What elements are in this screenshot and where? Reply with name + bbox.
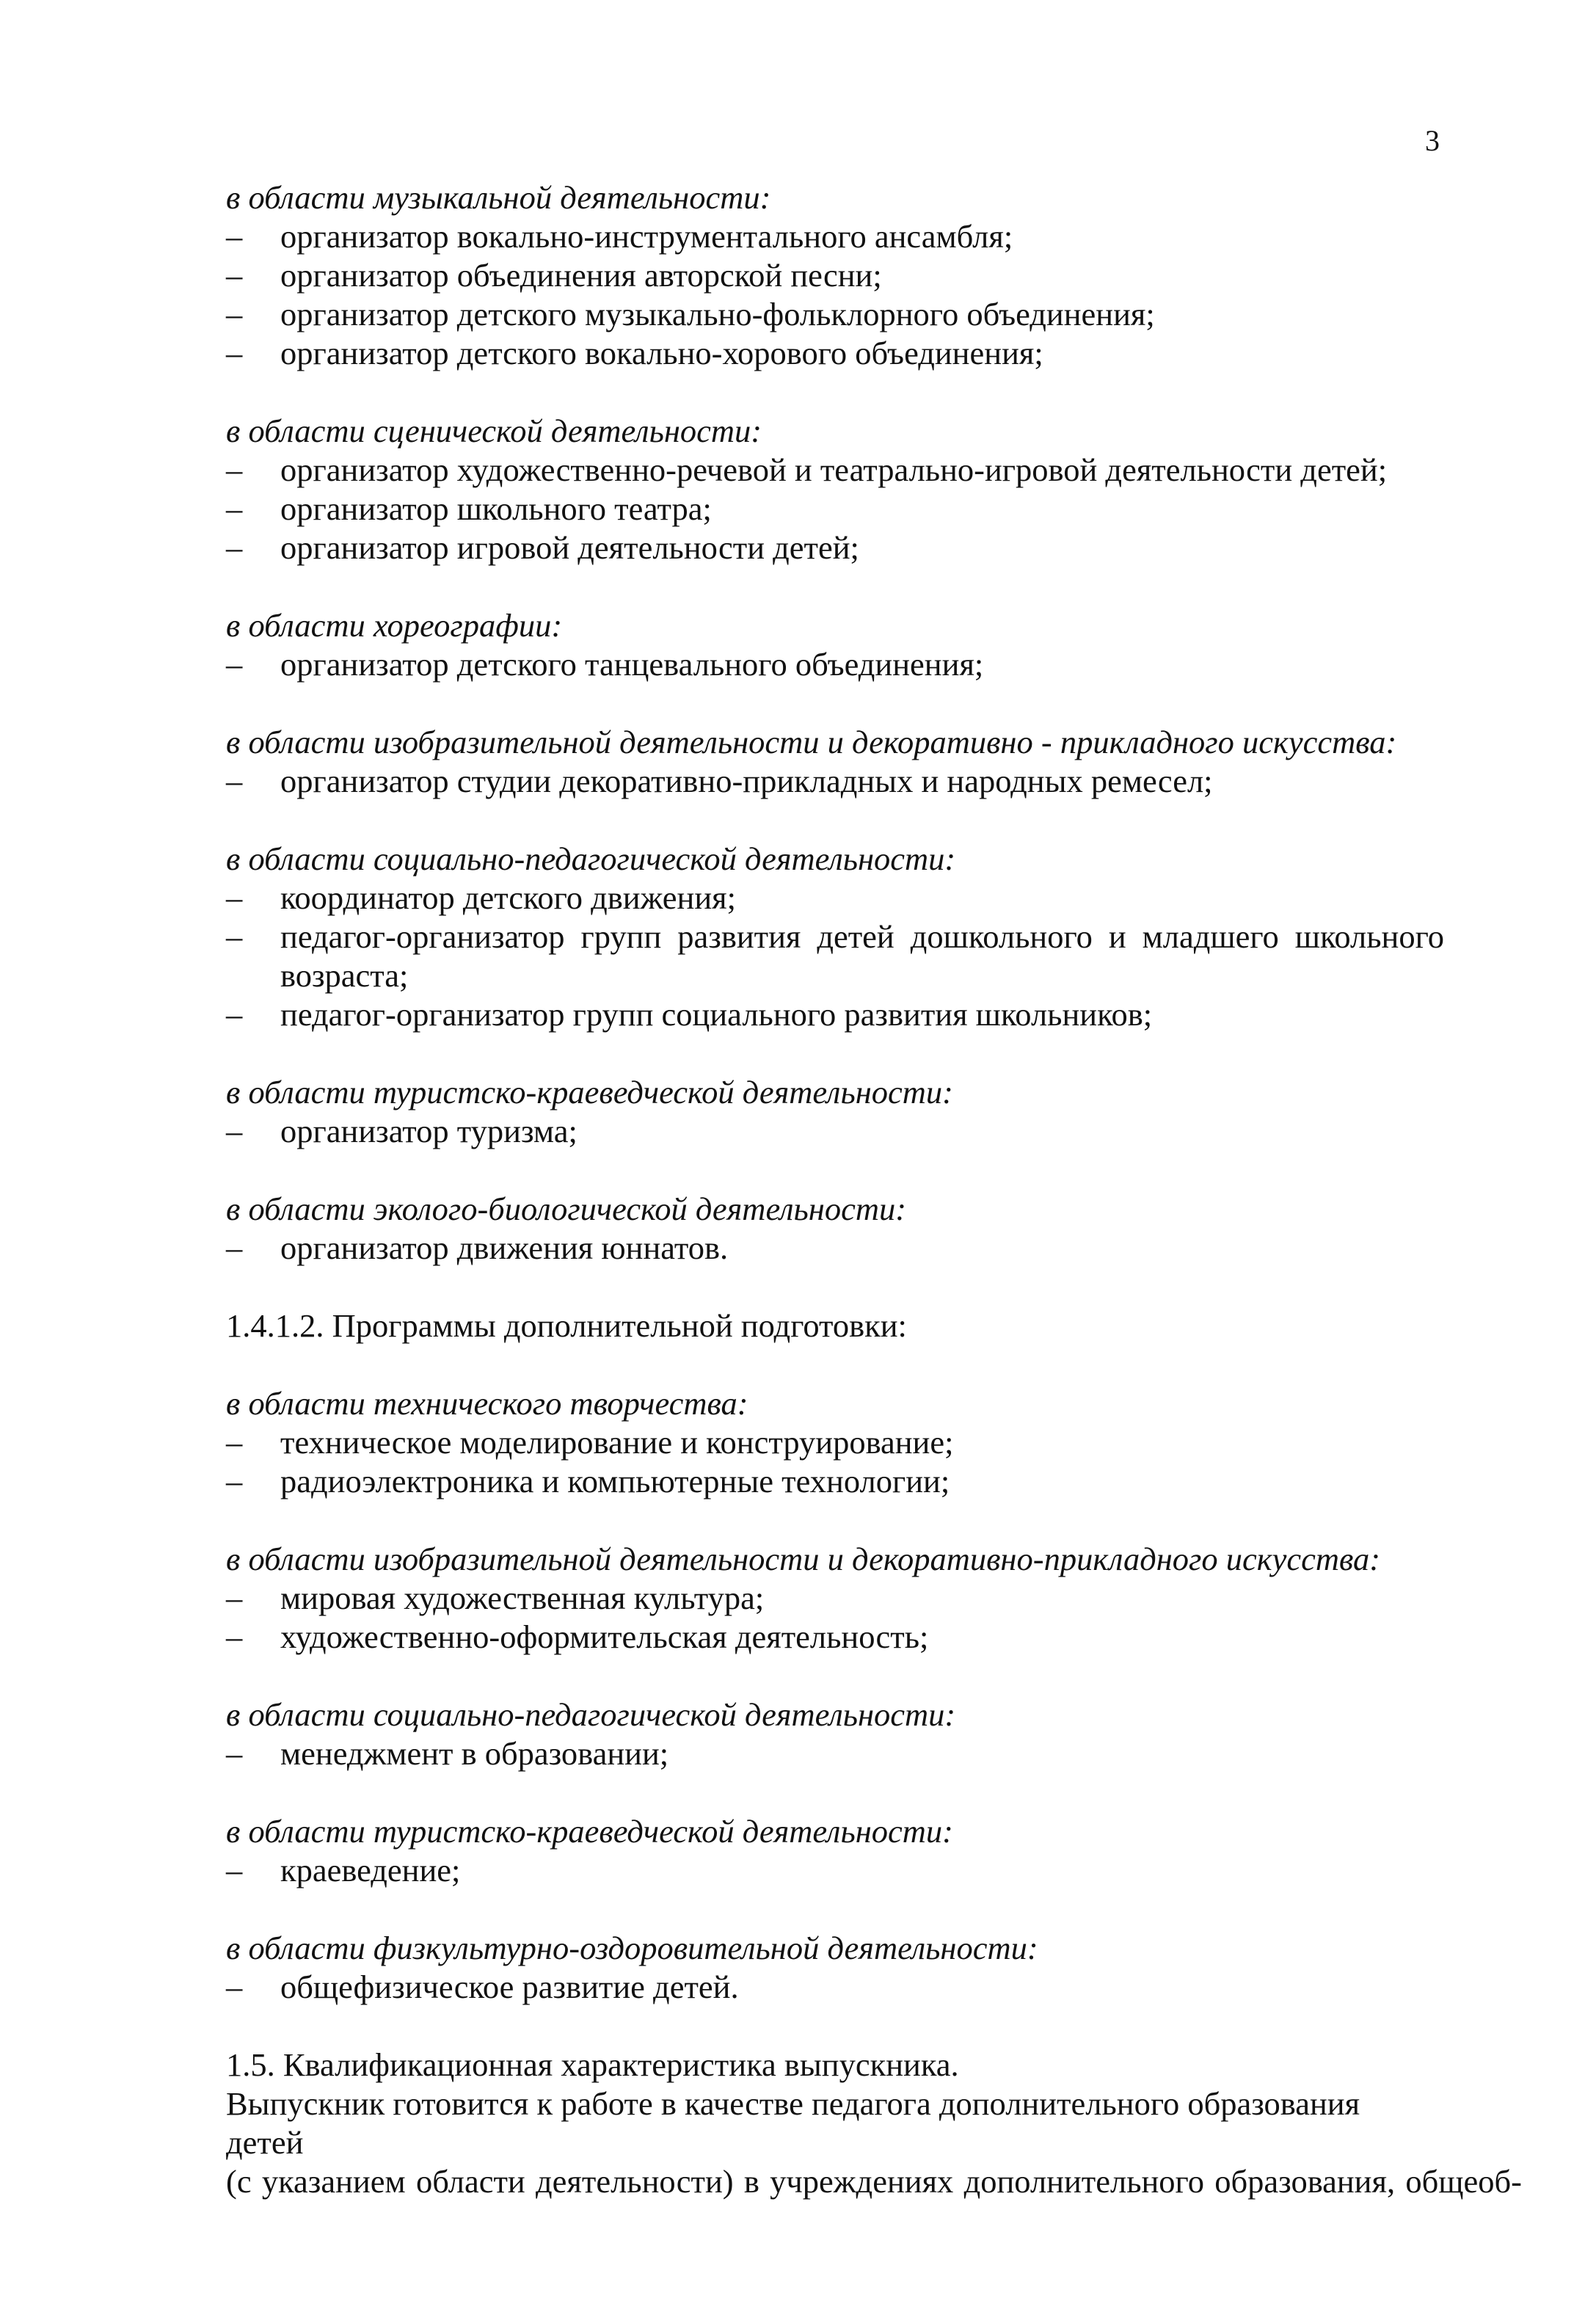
section (226, 1384, 1444, 1501)
section (226, 606, 1444, 684)
qualification-paragraph-line2: (с указанием области деятельности) в учреждениях дополнительного образования, общеоб- (226, 2163, 1522, 2200)
section-item-list (226, 1851, 1444, 1890)
section-heading: в области музыкальной деятельности: (226, 179, 771, 216)
section (226, 840, 1444, 1034)
section-heading: в области сценической деятельности: (226, 412, 762, 449)
list-item: – организатор художественно-речевой и театрально-игровой деятельности детей; (226, 451, 1444, 490)
section-heading: в области изобразительной деятельности и декоративно - прикладного искусства: (226, 724, 1397, 760)
section-heading: в области технического творчества: (226, 1385, 748, 1422)
section-item-list (226, 762, 1444, 801)
list-item: – координатор детского движения; (226, 879, 1444, 917)
section-heading: в области туристско-краеведческой деятельности: (226, 1813, 953, 1850)
list-item: – менеджмент в образовании; (226, 1734, 1444, 1773)
list-item: – техническое моделирование и конструирование; (226, 1423, 1444, 1462)
list-item: – радиоэлектроника и компьютерные технологии; (226, 1462, 1444, 1501)
section-heading: в области социально-педагогической деятельности: (226, 840, 956, 877)
section-item-list (226, 1112, 1444, 1151)
qualification-paragraph-line1: Выпускник готовится к работе в качестве педагога дополнительного образования детей (226, 2085, 1360, 2161)
page-number: 3 (1425, 124, 1440, 157)
program-sections-additional (226, 1384, 1444, 2007)
section-item-list (226, 879, 1444, 1034)
section-heading: в области туристско-краеведческой деятельности: (226, 1074, 953, 1110)
list-item: – организатор вокально-инструментального ансамбля; (226, 217, 1444, 256)
section-item-list (226, 1423, 1444, 1501)
list-item: – педагог-организатор групп социального развития школьников; (226, 995, 1444, 1034)
section-item-list (226, 451, 1444, 567)
section-item-list (226, 1968, 1444, 2007)
list-item: – художественно-оформительская деятельность; (226, 1618, 1444, 1657)
section (226, 1540, 1444, 1657)
section (226, 412, 1444, 567)
list-item: – организатор студии декоративно-прикладных и народных ремесел; (226, 762, 1444, 801)
section-item-list (226, 1229, 1444, 1268)
qualification-title: 1.5. Квалификационная характеристика выпускника. (226, 2046, 959, 2083)
program-sections-main (226, 178, 1444, 1268)
list-item: – педагог-организатор групп развития детей дошкольного и младшего школьного возраста; (226, 917, 1444, 995)
qualification-block (226, 2046, 1522, 2201)
subsection-title: 1.4.1.2. Программы дополнительной подготовки: (226, 1307, 907, 1344)
list-item: – организатор детского музыкально-фольклорного объединения; (226, 295, 1444, 334)
list-item: – организатор игровой деятельности детей; (226, 528, 1444, 567)
list-item: – краеведение; (226, 1851, 1444, 1890)
section-heading: в области социально-педагогической деятельности: (226, 1696, 956, 1733)
list-item: – организатор детского вокально-хорового объединения; (226, 334, 1444, 373)
section-item-list (226, 217, 1444, 373)
section (226, 1695, 1444, 1773)
section (226, 1812, 1444, 1890)
section (226, 1073, 1444, 1151)
section-item-list (226, 1579, 1444, 1657)
list-item: – организатор школьного театра; (226, 490, 1444, 528)
list-item: – организатор объединения авторской песни; (226, 256, 1444, 295)
section (226, 178, 1444, 373)
document-body (226, 178, 1522, 2201)
section-item-list (226, 1734, 1444, 1773)
section-heading: в области изобразительной деятельности и декоративно-прикладного искусства: (226, 1541, 1381, 1577)
section (226, 1190, 1444, 1268)
list-item: – организатор туризма; (226, 1112, 1444, 1151)
list-item: – организатор движения юннатов. (226, 1229, 1444, 1268)
section-heading: в области эколого-биологической деятельности: (226, 1190, 907, 1227)
list-item: – организатор детского танцевального объединения; (226, 645, 1444, 684)
section-item-list (226, 645, 1444, 684)
section (226, 1929, 1444, 2007)
section-heading: в области физкультурно-оздоровительной деятельности: (226, 1930, 1038, 1966)
list-item: – общефизическое развитие детей. (226, 1968, 1444, 2007)
section (226, 723, 1444, 801)
section-heading: в области хореографии: (226, 607, 563, 644)
list-item: – мировая художественная культура; (226, 1579, 1444, 1618)
